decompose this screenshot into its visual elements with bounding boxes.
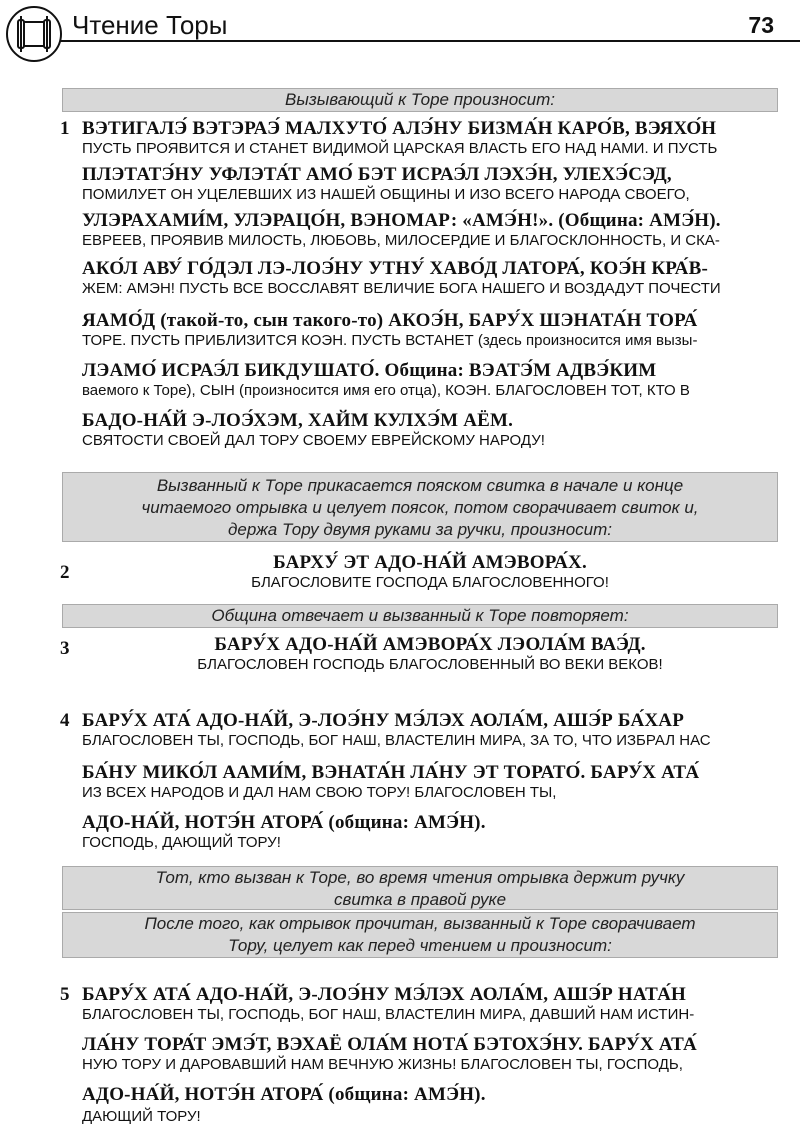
- banner-text: Вызванный к Торе прикасается пояском свитка в начале и конце: [156, 476, 684, 495]
- translation-line: БЛАГОСЛОВЕН ГОСПОДЬ БЛАГОСЛОВЕННЫЙ ВО ВЕКИ ВЕКОВ!: [197, 656, 663, 673]
- transliteration-line: ЛА́НУ ТОРА́Т ЭМЭ́Т, ВЭХАЁ ОЛА́М НОТА́ БЭТОХЭ́НУ. БАРУ́Х АТА́: [82, 1034, 697, 1055]
- translation-line: БЛАГОСЛОВЕН ТЫ, ГОСПОДЬ, БОГ НАШ, ВЛАСТЕЛИН МИРА, ЗА ТО, ЧТО ИЗБРАЛ НАС: [82, 732, 711, 749]
- banner-text: Тот, кто вызван к Торе, во время чтения отрывка держит ручку: [155, 868, 685, 887]
- page-title: Чтение Торы: [72, 10, 228, 40]
- translation-line: ЕВРЕЕВ, ПРОЯВИВ МИЛОСТЬ, ЛЮБОВЬ, МИЛОСЕРДИЕ И БЛАГОСКЛОННОСТЬ, И СКА-: [82, 232, 720, 249]
- instruction-banner-1: [62, 88, 778, 112]
- prayer-number-5: 5: [60, 984, 70, 1005]
- page-number: 73: [748, 12, 774, 38]
- prayer-number-4: 4: [60, 710, 70, 731]
- translation-line: ПУСТЬ ПРОЯВИТСЯ И СТАНЕТ ВИДИМОЙ ЦАРСКАЯ ВЛАСТЬ ЕГО НАД НАМИ. И ПУСТЬ: [82, 140, 718, 157]
- transliteration-line: БАРХУ́ ЭТ АДО-НА́Й АМЭВОРА́Х.: [273, 552, 587, 573]
- transliteration-line: ВЭТИГАЛЭ́ ВЭТЭРАЭ́ МАЛХУТО́ АЛЭ́НУ БИЗМА́Н КАРО́В, ВЭЯХО́Н: [82, 118, 717, 139]
- translation-line: ваемого к Торе), СЫН (произносится имя его отца), КОЭН. БЛАГОСЛОВЕН ТОТ, КТО В: [82, 382, 690, 399]
- transliteration-line: ЯАМО́Д (такой-то, сын такого-то) АКОЭ́Н, БАРУ́Х ШЭНАТА́Н ТОРА́: [82, 310, 698, 331]
- torah-scroll-icon: [6, 6, 62, 62]
- prayer-number-2: 2: [60, 562, 70, 583]
- translation-line: ТОРЕ. ПУСТЬ ПРИБЛИЗИТСЯ КОЭН. ПУСТЬ ВСТАНЕТ (здесь произносится имя вызы-: [82, 332, 698, 349]
- translation-line: ИЗ ВСЕХ НАРОДОВ И ДАЛ НАМ СВОЮ ТОРУ! БЛАГОСЛОВЕН ТЫ,: [82, 784, 557, 801]
- banner-text: Вызывающий к Торе произносит:: [284, 90, 556, 109]
- instruction-banner-2: [62, 472, 778, 542]
- banner-text: Община отвечает и вызванный к Торе повторяет:: [211, 606, 629, 625]
- prayer-number-1: 1: [60, 118, 70, 139]
- instruction-banner-5: [62, 912, 778, 958]
- transliteration-line: БАРУ́Х АТА́ АДО-НА́Й, Э-ЛОЭ́НУ МЭ́ЛЭХ АОЛА́М, АШЭ́Р НАТА́Н: [82, 984, 686, 1005]
- transliteration-line: БАРУ́Х АДО-НА́Й АМЭВОРА́Х ЛЭОЛА́М ВАЭ́Д.: [214, 634, 646, 655]
- translation-line: ПОМИЛУЕТ ОН УЦЕЛЕВШИХ ИЗ НАШЕЙ ОБЩИНЫ И ИЗО ВСЕГО НАРОДА СВОЕГО,: [82, 186, 690, 203]
- translation-line: ЖЕМ: АМЭН! ПУСТЬ ВСЕ ВОССЛАВЯТ ВЕЛИЧИЕ БОГА НАШЕГО И ВОЗДАДУТ ПОЧЕСТИ: [82, 280, 721, 297]
- transliteration-line: БА́НУ МИКО́Л ААМИ́М, ВЭНАТА́Н ЛА́НУ ЭТ ТОРАТО́. БАРУ́Х АТА́: [82, 762, 700, 783]
- banner-text: После того, как отрывок прочитан, вызванный к Торе сворачивает: [144, 914, 696, 933]
- transliteration-line: АДО-НА́Й, НОТЭ́Н АТОРА́ (община: АМЭ́Н).: [82, 1084, 486, 1105]
- translation-line: НУЮ ТОРУ И ДАРОВАВШИЙ НАМ ВЕЧНУЮ ЖИЗНЬ! БЛАГОСЛОВЕН ТЫ, ГОСПОДЬ,: [82, 1056, 683, 1073]
- transliteration-line: БАДО-НА́Й Э-ЛОЭ́ХЭМ, ХАЙМ КУЛХЭ́М АЁМ.: [82, 410, 514, 431]
- instruction-banner-3: [62, 604, 778, 628]
- translation-line: СВЯТОСТИ СВОЕЙ ДАЛ ТОРУ СВОЕМУ ЕВРЕЙСКОМУ НАРОДУ!: [82, 432, 545, 449]
- banner-text: читаемого отрывка и целует поясок, потом сворачивает свиток и,: [141, 498, 699, 517]
- header-divider: [60, 40, 800, 42]
- transliteration-line: ПЛЭТАТЭ́НУ УФЛЭТА́Т АМО́ БЭТ ИСРАЭ́Л ЛЭХЭ́Н, УЛЕХЭ́СЭД,: [82, 164, 672, 185]
- translation-line: БЛАГОСЛОВИТЕ ГОСПОДА БЛАГОСЛОВЕННОГО!: [251, 574, 609, 591]
- instruction-banner-4: [62, 866, 778, 910]
- transliteration-line: УЛЭРАХАМИ́М, УЛЭРАЦО́Н, ВЭНОМАР: «АМЭ́Н!». (Община: АМЭ́Н).: [82, 210, 721, 231]
- banner-text: свитка в правой руке: [333, 890, 507, 909]
- transliteration-line: БАРУ́Х АТА́ АДО-НА́Й, Э-ЛОЭ́НУ МЭ́ЛЭХ АОЛА́М, АШЭ́Р БА́ХАР: [82, 710, 685, 731]
- transliteration-line: АКО́Л АВУ́ ГО́ДЭЛ ЛЭ-ЛОЭ́НУ УТНУ́ ХАВО́Д ЛАТОРА́, КОЭ́Н КРА́В-: [82, 258, 709, 279]
- translation-line: ГОСПОДЬ, ДАЮЩИЙ ТОРУ!: [82, 834, 281, 851]
- transliteration-line: ЛЭАМО́ ИСРАЭ́Л БИКДУШАТО́. Община: ВЭАТЭ́М АДВЭ́КИМ: [82, 360, 657, 381]
- prayer-number-3: 3: [60, 638, 70, 659]
- translation-line: БЛАГОСЛОВЕН ТЫ, ГОСПОДЬ, БОГ НАШ, ВЛАСТЕЛИН МИРА, ДАВШИЙ НАМ ИСТИН-: [82, 1006, 695, 1023]
- banner-text: держа Тору двумя руками за ручки, произносит:: [227, 520, 613, 539]
- transliteration-line: АДО-НА́Й, НОТЭ́Н АТОРА́ (община: АМЭ́Н).: [82, 812, 486, 833]
- page-header: [0, 0, 800, 70]
- banner-text: Тору, целует как перед чтением и произносит:: [228, 936, 612, 955]
- translation-line: ДАЮЩИЙ ТОРУ!: [82, 1108, 201, 1125]
